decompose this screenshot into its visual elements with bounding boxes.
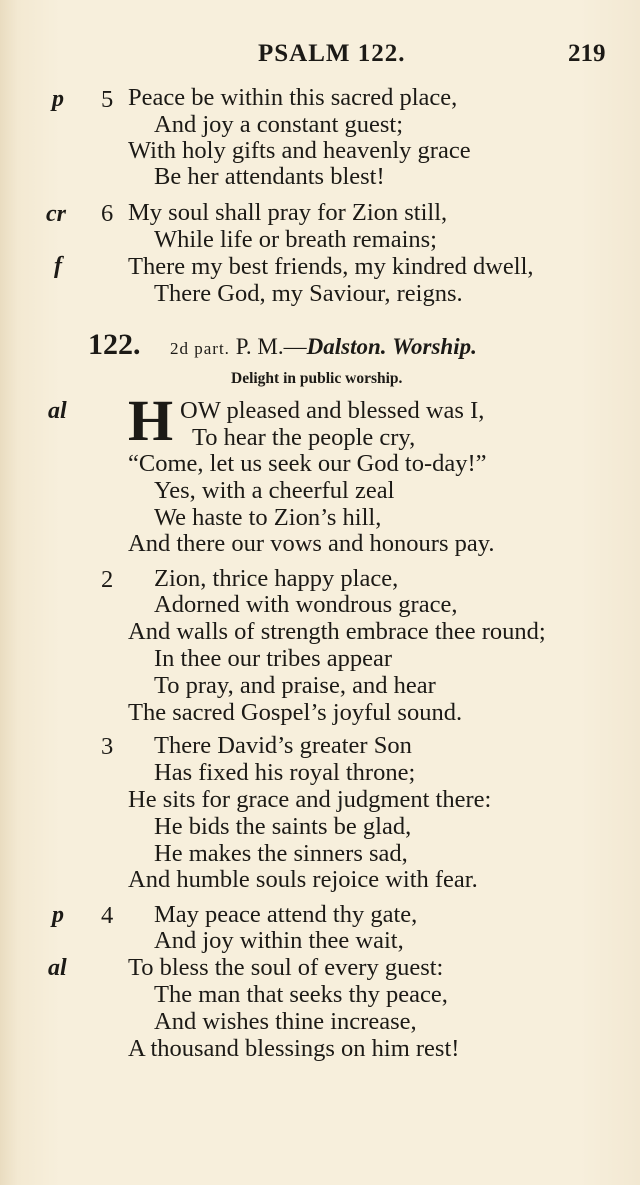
- dynamic-mark: p: [52, 902, 64, 928]
- verse-line: And humble souls rejoice with fear.: [128, 866, 478, 893]
- part-label: 2d part.: [170, 339, 230, 358]
- stanza-number: 5: [101, 86, 114, 113]
- verse-line: He bids the saints be glad,: [154, 813, 412, 840]
- verse-line: While life or breath remains;: [154, 226, 437, 253]
- stanza-number: 3: [101, 733, 114, 760]
- dynamic-mark: f: [54, 253, 62, 279]
- verse-line: With holy gifts and heavenly grace: [128, 137, 471, 164]
- verse-line: And wishes thine increase,: [154, 1008, 417, 1035]
- verse-line: Yes, with a cheerful zeal: [154, 477, 395, 504]
- verse-line: Be her attendants blest!: [154, 163, 385, 190]
- meter: P. M.: [235, 334, 284, 359]
- verse-line: To bless the soul of every guest:: [128, 954, 444, 981]
- verse-line: To hear the people cry,: [192, 424, 416, 451]
- verse-line: To pray, and praise, and hear: [154, 672, 436, 699]
- hymn-number: 122.: [88, 328, 141, 361]
- verse-line: The man that seeks thy peace,: [154, 981, 448, 1008]
- tune-name: Dalston.: [306, 334, 387, 359]
- hymn-heading: [170, 334, 477, 360]
- verse-line: And joy within thee wait,: [154, 927, 404, 954]
- verse-line: My soul shall pray for Zion still,: [128, 199, 448, 226]
- running-head: PSALM 122.: [258, 40, 406, 67]
- dynamic-mark: cr: [46, 201, 66, 227]
- verse-line: There David’s greater Son: [154, 732, 412, 759]
- verse-line: Adorned with wondrous grace,: [154, 591, 458, 618]
- verse-line: Zion, thrice happy place,: [154, 565, 399, 592]
- verse-line: And joy a constant guest;: [154, 111, 404, 138]
- stanza-number: 2: [101, 566, 114, 593]
- verse-line: We haste to Zion’s hill,: [154, 504, 382, 531]
- dynamic-mark: al: [48, 398, 67, 424]
- dash: —: [283, 334, 307, 359]
- verse-line: A thousand blessings on him rest!: [128, 1035, 460, 1062]
- drop-cap: H: [128, 388, 174, 453]
- verse-line: Peace be within this sacred place,: [128, 84, 458, 111]
- verse-line: There my best friends, my kindred dwell,: [128, 253, 534, 280]
- dynamic-mark: al: [48, 955, 67, 981]
- stanza-number: 6: [101, 200, 114, 227]
- verse-line: There God, my Saviour, reigns.: [154, 280, 463, 307]
- verse-line: And there our vows and honours pay.: [128, 530, 495, 557]
- stanza-number: 4: [101, 902, 114, 929]
- verse-line: The sacred Gospel’s joyful sound.: [128, 699, 463, 726]
- verse-line: Has fixed his royal throne;: [154, 759, 416, 786]
- verse-line: He sits for grace and judgment there:: [128, 786, 492, 813]
- hymn-subtitle: Delight in public worship.: [231, 370, 403, 387]
- page-number: 219: [568, 40, 606, 67]
- verse-line: “Come, let us seek our God to-day!”: [128, 450, 487, 477]
- verse-line: He makes the sinners sad,: [154, 840, 408, 867]
- verse-line: May peace attend thy gate,: [154, 901, 418, 928]
- verse-line: In thee our tribes appear: [154, 645, 393, 672]
- dynamic-mark: p: [52, 86, 64, 112]
- topic: Worship.: [392, 334, 477, 359]
- verse-line: And walls of strength embrace thee round;: [128, 618, 546, 645]
- verse-line: OW pleased and blessed was I,: [180, 397, 485, 424]
